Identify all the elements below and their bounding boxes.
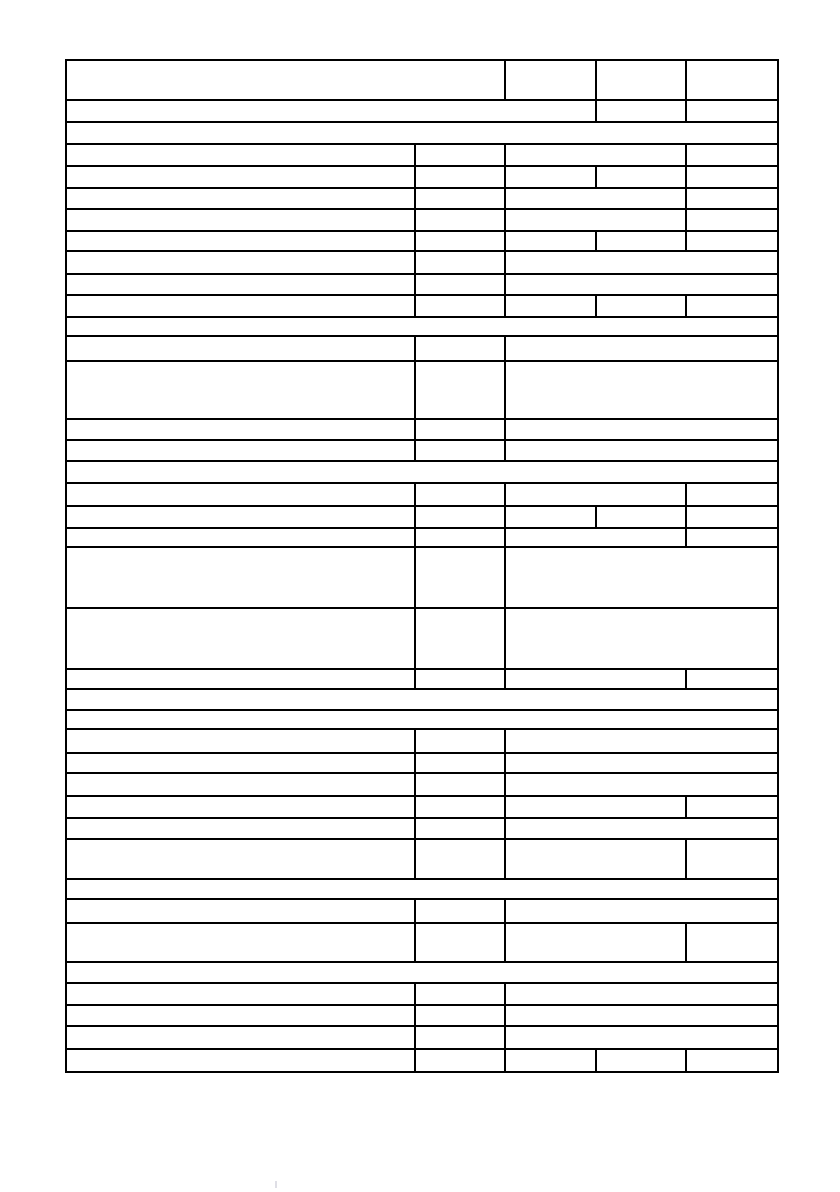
table-row bbox=[67, 337, 777, 362]
table-cell bbox=[416, 167, 506, 187]
table-cell bbox=[506, 296, 597, 316]
table-cell bbox=[67, 963, 777, 982]
table-cell bbox=[506, 362, 777, 418]
table-cell bbox=[67, 189, 416, 208]
table-cell bbox=[506, 275, 777, 294]
table-cell bbox=[67, 924, 416, 961]
table-cell bbox=[506, 754, 777, 772]
table-cell bbox=[597, 507, 687, 527]
table-row bbox=[67, 797, 777, 819]
table-cell bbox=[416, 296, 506, 316]
table-cell bbox=[597, 232, 687, 250]
table-row bbox=[67, 690, 777, 711]
table-cell bbox=[506, 145, 687, 165]
table-cell bbox=[597, 101, 687, 121]
table-cell bbox=[506, 548, 777, 607]
table-cell bbox=[67, 984, 416, 1004]
table-cell bbox=[67, 441, 416, 460]
table-cell bbox=[67, 690, 777, 709]
table-row bbox=[67, 840, 777, 880]
table-cell bbox=[506, 670, 687, 688]
table-cell bbox=[416, 548, 506, 607]
table-cell bbox=[506, 984, 777, 1004]
table-row bbox=[67, 145, 777, 167]
table-row bbox=[67, 484, 777, 507]
table-cell bbox=[67, 840, 416, 878]
table-cell bbox=[597, 296, 687, 316]
table-cell bbox=[67, 318, 777, 335]
table-cell bbox=[416, 275, 506, 294]
table-cell bbox=[416, 984, 506, 1004]
table-row bbox=[67, 296, 777, 318]
table-cell bbox=[67, 167, 416, 187]
table-cell bbox=[416, 609, 506, 668]
table-row bbox=[67, 61, 777, 101]
table-cell bbox=[67, 670, 416, 688]
table-row bbox=[67, 963, 777, 984]
table-cell bbox=[506, 420, 777, 439]
table-cell bbox=[506, 507, 597, 527]
table-row bbox=[67, 252, 777, 275]
table-cell bbox=[67, 1050, 416, 1071]
table-cell bbox=[506, 337, 777, 360]
table-cell bbox=[506, 609, 777, 668]
table-row bbox=[67, 1006, 777, 1027]
table-cell bbox=[416, 441, 506, 460]
table-cell bbox=[67, 797, 416, 817]
table-row bbox=[67, 318, 777, 337]
table-cell bbox=[506, 210, 687, 230]
table-cell bbox=[687, 670, 777, 688]
table-cell bbox=[687, 167, 777, 187]
table-cell bbox=[687, 797, 777, 817]
table-cell bbox=[67, 711, 777, 728]
table-cell bbox=[597, 1050, 687, 1071]
table-cell bbox=[506, 1050, 597, 1071]
table-cell bbox=[67, 819, 416, 838]
table-cell bbox=[416, 900, 506, 922]
table-row bbox=[67, 730, 777, 754]
table-cell bbox=[687, 61, 777, 99]
table-cell bbox=[416, 1050, 506, 1071]
table-row bbox=[67, 819, 777, 840]
table-cell bbox=[67, 1006, 416, 1025]
table-cell bbox=[506, 61, 597, 99]
table-cell bbox=[506, 167, 597, 187]
table-cell bbox=[416, 337, 506, 360]
table-row bbox=[67, 529, 777, 548]
table-cell bbox=[687, 232, 777, 250]
table-cell bbox=[67, 420, 416, 439]
table-cell bbox=[416, 189, 506, 208]
table-cell bbox=[67, 774, 416, 795]
table-row bbox=[67, 275, 777, 296]
table-cell bbox=[416, 529, 506, 546]
table-cell bbox=[67, 210, 416, 230]
table-cell bbox=[67, 529, 416, 546]
table-cell bbox=[687, 101, 777, 121]
table-cell bbox=[67, 462, 777, 482]
table-cell bbox=[506, 232, 597, 250]
table-row bbox=[67, 420, 777, 441]
table-cell bbox=[416, 924, 506, 961]
table-cell bbox=[67, 1027, 416, 1048]
page-artifact-tick bbox=[275, 1181, 277, 1188]
table-cell bbox=[67, 275, 416, 294]
table-cell bbox=[416, 145, 506, 165]
table-cell bbox=[687, 1050, 777, 1071]
table-cell bbox=[506, 774, 777, 795]
table-row bbox=[67, 711, 777, 730]
table-row bbox=[67, 167, 777, 189]
table-cell bbox=[67, 362, 416, 418]
table-cell bbox=[416, 252, 506, 273]
table-cell bbox=[687, 189, 777, 208]
table-cell bbox=[597, 167, 687, 187]
table-cell bbox=[416, 774, 506, 795]
table-cell bbox=[506, 730, 777, 752]
table-cell bbox=[67, 145, 416, 165]
table-cell bbox=[687, 840, 777, 878]
table-cell bbox=[67, 337, 416, 360]
table-cell bbox=[416, 232, 506, 250]
table-cell bbox=[416, 819, 506, 838]
table-cell bbox=[67, 296, 416, 316]
table-cell bbox=[67, 548, 416, 607]
table-cell bbox=[687, 210, 777, 230]
table-row bbox=[67, 232, 777, 252]
table-row bbox=[67, 900, 777, 924]
table-cell bbox=[687, 145, 777, 165]
table-cell bbox=[67, 507, 416, 527]
table-cell bbox=[67, 900, 416, 922]
table-cell bbox=[506, 529, 687, 546]
table-cell bbox=[67, 484, 416, 505]
table-row bbox=[67, 101, 777, 123]
table-cell bbox=[506, 1006, 777, 1025]
table-row bbox=[67, 123, 777, 145]
table-cell bbox=[67, 61, 506, 99]
table-row bbox=[67, 462, 777, 484]
spec-table bbox=[65, 59, 779, 1073]
table-row bbox=[67, 441, 777, 462]
table-cell bbox=[597, 61, 687, 99]
table-cell bbox=[67, 609, 416, 668]
table-row bbox=[67, 1050, 777, 1071]
table-row bbox=[67, 609, 777, 670]
table-cell bbox=[506, 900, 777, 922]
table-cell bbox=[506, 1027, 777, 1048]
table-row bbox=[67, 774, 777, 797]
table-row bbox=[67, 880, 777, 900]
table-cell bbox=[67, 880, 777, 898]
table-cell bbox=[416, 210, 506, 230]
table-cell bbox=[416, 420, 506, 439]
table-cell bbox=[416, 730, 506, 752]
table-cell bbox=[506, 484, 687, 505]
table-row bbox=[67, 924, 777, 963]
table-cell bbox=[506, 252, 777, 273]
table-row bbox=[67, 670, 777, 690]
table-cell bbox=[67, 101, 597, 121]
table-cell bbox=[67, 232, 416, 250]
table-cell bbox=[416, 840, 506, 878]
table-cell bbox=[687, 484, 777, 505]
table-row bbox=[67, 210, 777, 232]
table-row bbox=[67, 507, 777, 529]
table-cell bbox=[506, 797, 687, 817]
table-row bbox=[67, 362, 777, 420]
table-cell bbox=[416, 484, 506, 505]
table-row bbox=[67, 754, 777, 774]
table-row bbox=[67, 189, 777, 210]
table-cell bbox=[687, 296, 777, 316]
table-cell bbox=[416, 507, 506, 527]
table-cell bbox=[506, 924, 687, 961]
table-row bbox=[67, 984, 777, 1006]
table-cell bbox=[416, 1006, 506, 1025]
table-cell bbox=[416, 797, 506, 817]
table-cell bbox=[67, 730, 416, 752]
table-cell bbox=[416, 362, 506, 418]
table-cell bbox=[687, 529, 777, 546]
table-cell bbox=[687, 924, 777, 961]
table-cell bbox=[67, 252, 416, 273]
table-cell bbox=[506, 441, 777, 460]
table-cell bbox=[506, 819, 777, 838]
table-cell bbox=[687, 507, 777, 527]
table-cell bbox=[67, 123, 777, 143]
table-cell bbox=[416, 670, 506, 688]
table-cell bbox=[67, 754, 416, 772]
table-cell bbox=[506, 189, 687, 208]
table-cell bbox=[416, 1027, 506, 1048]
table-row bbox=[67, 1027, 777, 1050]
table-cell bbox=[416, 754, 506, 772]
table-row bbox=[67, 548, 777, 609]
table-cell bbox=[506, 840, 687, 878]
